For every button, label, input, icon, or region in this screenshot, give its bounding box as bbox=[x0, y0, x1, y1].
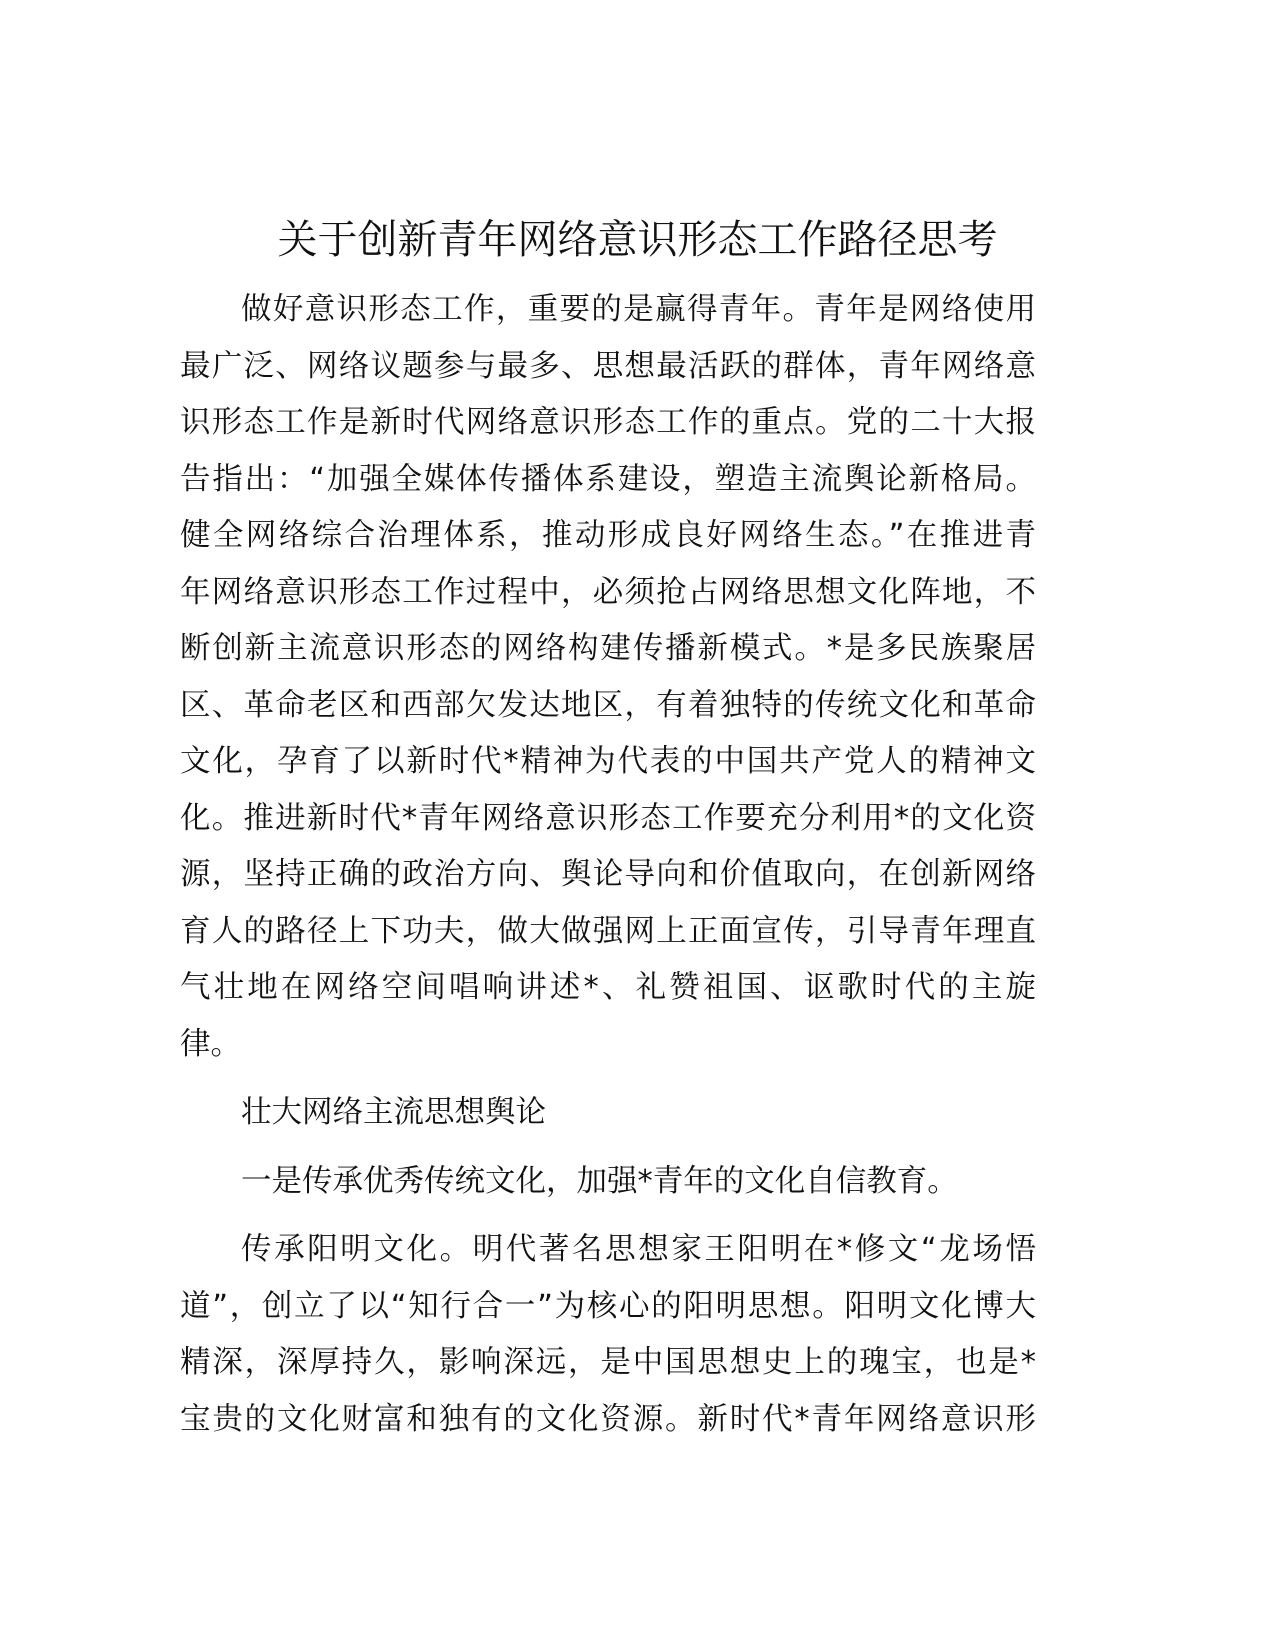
document-body bbox=[180, 282, 1036, 1448]
text-line: 识形态工作是新时代网络意识形态工作的重点。党的二十大报 bbox=[180, 405, 1036, 440]
paragraph-yangming bbox=[180, 1222, 1036, 1448]
text-line: 做好意识形态工作，重要的是赢得青年。青年是网络使用 bbox=[241, 292, 1036, 327]
text-line: 一是传承优秀传统文化，加强*青年的文化自信教育。 bbox=[241, 1163, 958, 1199]
text-line: 化。推进新时代*青年网络意识形态工作要充分利用*的文化资 bbox=[180, 800, 1036, 836]
subheading-paragraph bbox=[180, 1154, 1036, 1211]
text-line: 源，坚持正确的政治方向、舆论导向和价值取向，在创新网络 bbox=[180, 857, 1036, 892]
text-line: 最广泛、网络议题参与最多、思想最活跃的群体，青年网络意 bbox=[180, 348, 1036, 384]
text-line: 告指出：“加强全媒体传播体系建设，塑造主流舆论新格局。 bbox=[180, 461, 1036, 497]
text-line: 育人的路径上下功夫，做大做强网上正面宣传，引导青年理直 bbox=[180, 913, 1036, 949]
text-line: 律。 bbox=[180, 1026, 241, 1062]
text-line: 精深，深厚持久，影响深远，是中国思想史上的瑰宝，也是* bbox=[180, 1345, 1036, 1380]
text-line: 宝贵的文化财富和独有的文化资源。新时代*青年网络意识形 bbox=[180, 1401, 1036, 1437]
text-line: 传承阳明文化。明代著名思想家王阳明在*修文“龙场悟 bbox=[241, 1232, 1036, 1267]
text-line: 区、革命老区和西部欠发达地区，有着独特的传统文化和革命 bbox=[180, 687, 1036, 723]
document-title: 关于创新青年网络意识形态工作路径思考 bbox=[277, 217, 998, 263]
text-line: 健全网络综合治理体系，推动形成良好网络生态。”在推进青 bbox=[180, 518, 1036, 553]
text-line: 气壮地在网络空间唱响讲述*、礼赞祖国、讴歌时代的主旋 bbox=[180, 970, 1036, 1005]
text-line: 断创新主流意识形态的网络构建传播新模式。*是多民族聚居 bbox=[180, 631, 1036, 666]
paragraph-intro bbox=[180, 282, 1036, 1073]
section-heading bbox=[180, 1085, 1036, 1142]
text-line: 道”，创立了以“知行合一”为核心的阳明思想。阳明文化博大 bbox=[180, 1288, 1036, 1324]
heading-line: 壮大网络主流思想舆论 bbox=[241, 1095, 546, 1130]
text-line: 年网络意识形态工作过程中，必须抢占网络思想文化阵地，不 bbox=[180, 574, 1036, 610]
text-line: 文化，孕育了以新时代*精神为代表的中国共产党人的精神文 bbox=[180, 744, 1036, 779]
